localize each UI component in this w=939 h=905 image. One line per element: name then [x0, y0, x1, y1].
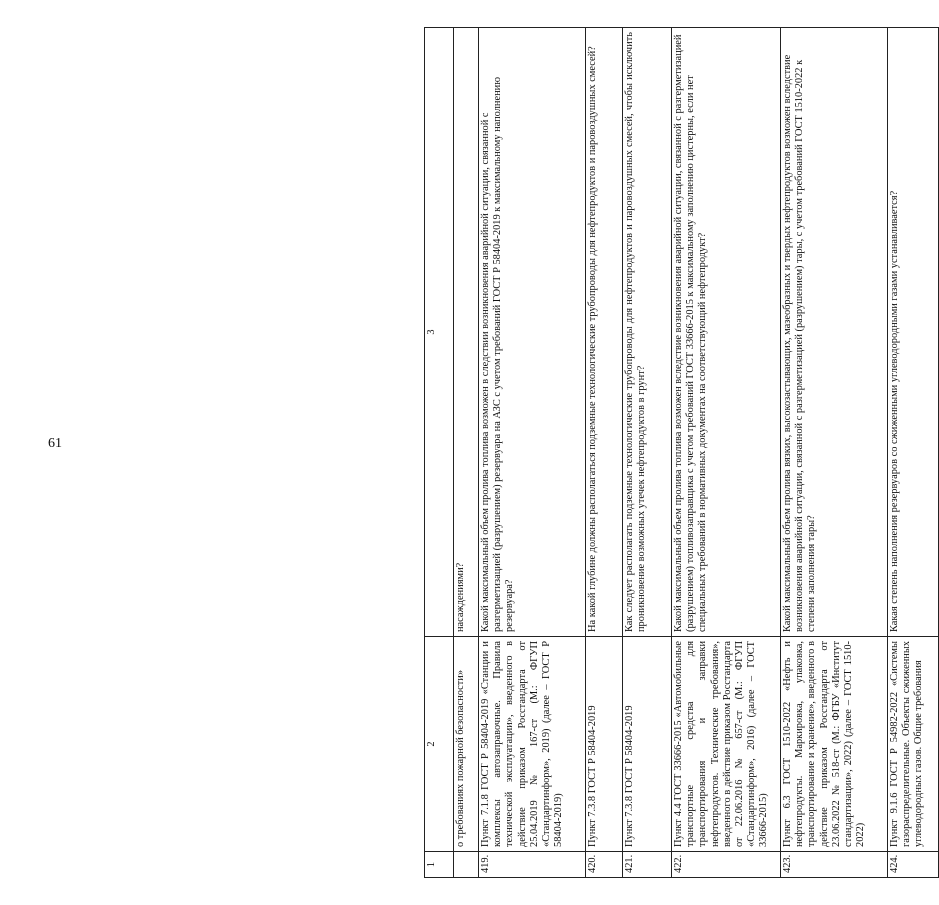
document-cell: Пункт 7.3.8 ГОСТ Р 58404-2019 [586, 637, 623, 852]
table-row [672, 28, 781, 878]
rotated-table-container [424, 28, 939, 878]
table-header-row [425, 28, 454, 878]
document-cell: Пункт 6.3 ГОСТ 1510-2022 «Нефть и нефтепродукты. Маркировка, упаковка, транспортирование и хранение», введенного в действие приказом Росстандарта от 23.06.2022 № 518-ст (М.: ФГБУ «Институт стандартизации», 2022) (далее – ГОСТ 1510-2022) [781, 637, 888, 852]
table-row [781, 28, 888, 878]
table-row [586, 28, 623, 878]
row-number-cell: 424. [888, 852, 939, 878]
row-number-cell: 419. [479, 852, 586, 878]
question-cell: Какой максимальный объем пролива вязких, высокозастывающих, мазеобразных и твердых нефтепродуктов возможен вследствие возникновения аварийной ситуации, связанной с разгерметизацией (разрушением) тары, с учетом требований ГОСТ 1510-2022 к степени заполнения тары? [781, 28, 888, 637]
question-cell: Какой максимальный объем пролива топлива возможен вследствие возникновения аварийной ситуации, связанной с разгерметизацией (разрушением) топливозаправщика с учетом требований ГОСТ 33666-2015 к максимальному заполнению цистерны, если нет специальных требований в нормативных документах на соответствующий нефтепродукт? [672, 28, 781, 637]
row-number-cell: 422. [672, 852, 781, 878]
document-cell: Пункт 4.4 ГОСТ 33666-2015 «Автомобильные транспортные средства для транспортирования и заправки нефтепродуктов. Технические требования», введенного в действие приказом Росстандарта от 22.06.2016 № 657-ст (М.: ФГУП «Стандартинформ», 2016) (далее – ГОСТ 33666-2015) [672, 637, 781, 852]
row-number-cell [454, 852, 479, 878]
question-cell: На какой глубине должны располагаться подземные технологические трубопроводы для нефтепродуктов и паровоздушных смесей? [586, 28, 623, 637]
row-number-cell: 420. [586, 852, 623, 878]
row-number-cell: 423. [781, 852, 888, 878]
requirements-table [424, 27, 939, 878]
document-cell: о требованиях пожарной безопасности» [454, 637, 479, 852]
table-row-continuation [454, 28, 479, 878]
page-number: 61 [48, 436, 62, 451]
header-col-3: 3 [425, 28, 454, 637]
document-cell: Пункт 7.1.8 ГОСТ Р 58404-2019 «Станции и комплексы автозаправочные. Правила технической эксплуатации», введенного в действие приказом Росстандарта от 25.04.2019 № 167-ст (М.: ФГУП «Стандартинформ», 2019) (далее – ГОСТ Р 58404-2019) [479, 637, 586, 852]
header-col-2: 2 [425, 637, 454, 852]
question-cell: Какой максимальный объем пролива топлива возможен в следствии возникновения аварийной ситуации, связанной с разгерметизацией (разрушением) резервуара на АЗС с учетом требований ГОСТ Р 58404-2019 к максимальному наполнению резервуара? [479, 28, 586, 637]
row-number-cell: 421. [623, 852, 672, 878]
document-cell: Пункт 9.1.6 ГОСТ Р 54982-2022 «Системы газораспределительные. Объекты сжиженных углеводородных газов. Общие требования [888, 637, 939, 852]
table-row [888, 28, 939, 878]
document-cell: Пункт 7.3.8 ГОСТ Р 58404-2019 [623, 637, 672, 852]
header-col-1: 1 [425, 852, 454, 878]
table-row [623, 28, 672, 878]
question-cell: насаждениями? [454, 28, 479, 637]
question-cell: Как следует располагать подземные технологические трубопроводы для нефтепродуктов и паровоздушных смесей, чтобы исключить проникновение возможных утечек нефтепродуктов в грунт? [623, 28, 672, 637]
question-cell: Какая степень наполнения резервуаров со сжиженными углеводородными газами устанавливается? [888, 28, 939, 637]
table-row [479, 28, 586, 878]
